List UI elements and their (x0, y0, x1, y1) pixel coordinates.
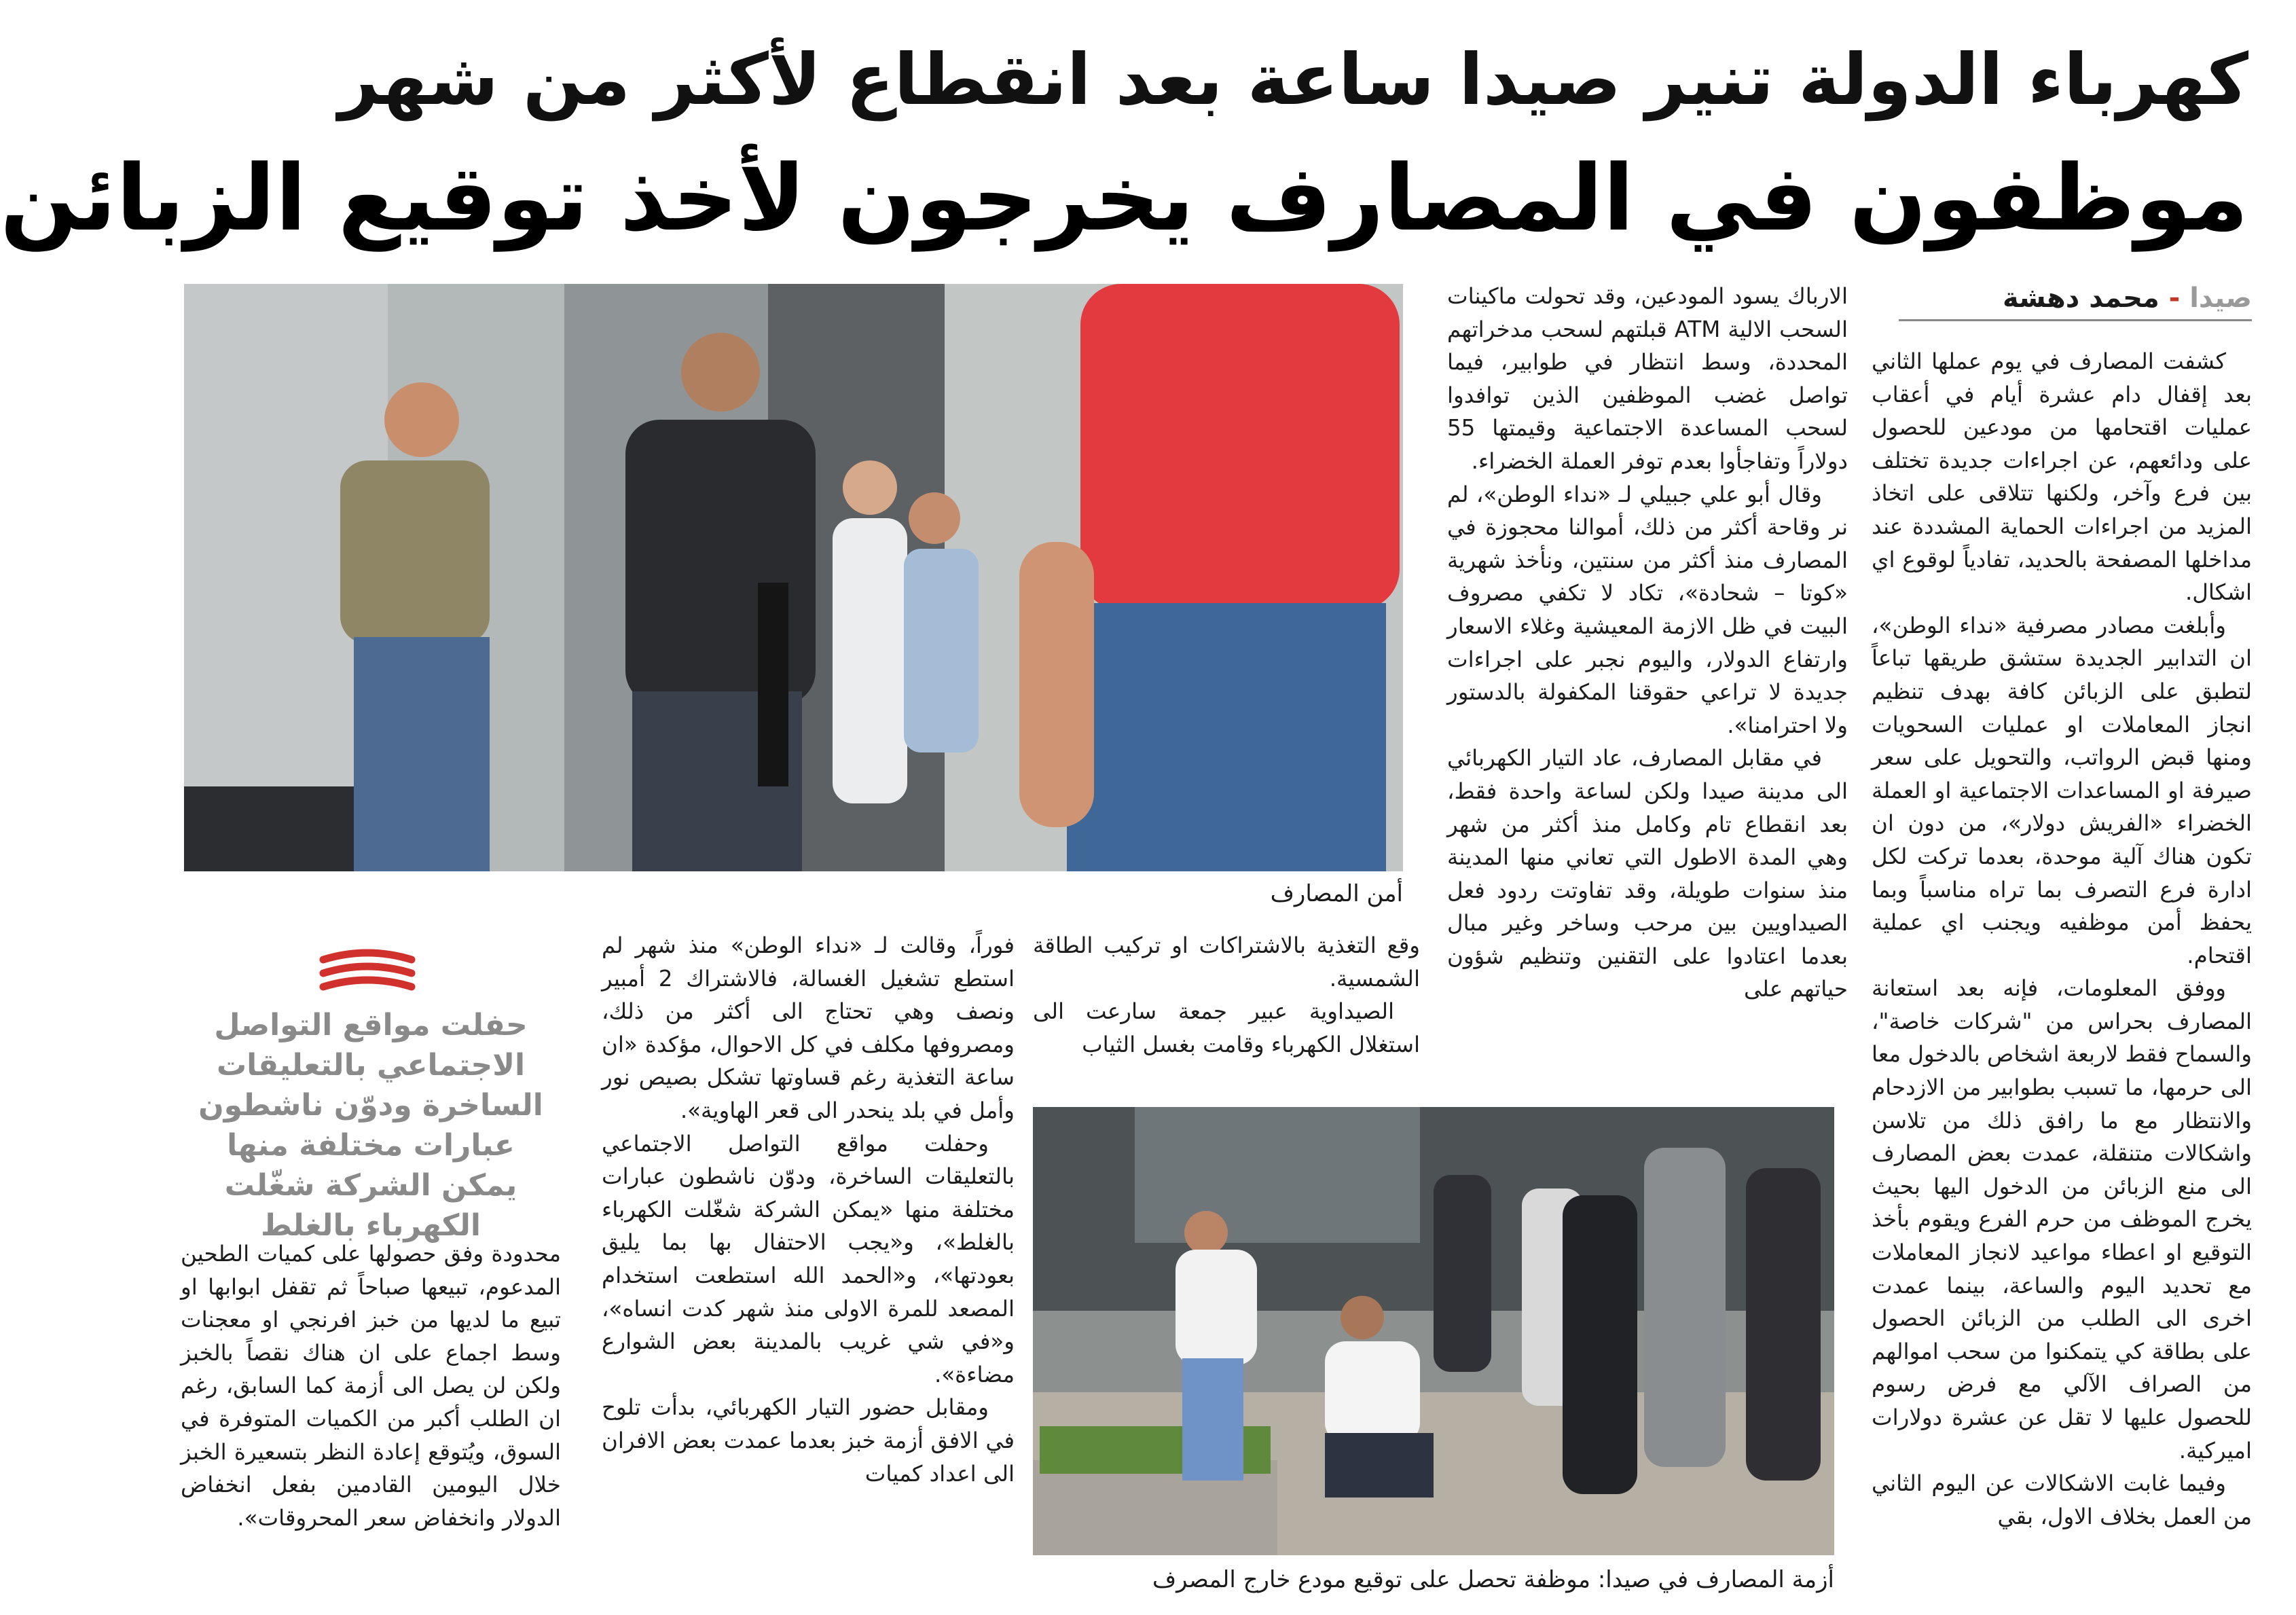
paragraph: وقال أبو علي جبيلي لـ «نداء الوطن»، لم نر وقاحة أكثر من ذلك، أموالنا محجوزة في المصارف منذ أكثر من سنتين، ونأخذ شهرية «كوتا – شحادة»، تكاد لا تكفي مصروف البيت في ظل الازمة المعيشية وغلاء الاسعار وارتفاع الدولار، واليوم نجبر على اجراءات جديدة لا تراعي حقوقنا المكفولة بالدستور ولا احترامنا». (1447, 481, 1848, 738)
paragraph: كشفت المصارف في يوم عملها الثاني بعد إقفال دام عشرة أيام في أعقاب عمليات اقتحامها من مودعين للحصول على ودائعهم، عن اجراءات جديدة تختلف بين فرع وآخر، ولكنها تتلاقى على اتخاذ المزيد من اجراءات الحماية المشددة عند مداخلها المصفحة بالحديد، تفادياً لوقوع اي اشكال. (1872, 348, 2252, 606)
paragraph: وقع التغذية بالاشتراكات او تركيب الطاقة الشمسية. (1033, 932, 1420, 992)
byline-author: محمد دهشة (2003, 283, 2160, 314)
street-signature-illustration (1033, 1107, 1834, 1555)
article-column-4 (602, 929, 1015, 1599)
photo-bank-signature (1033, 1107, 1834, 1555)
article-column-5 (181, 1237, 561, 1599)
paragraph: في مقابل المصارف، عاد التيار الكهربائي الى مدينة صيدا ولكن لساعة واحدة فقط، بعد انقطاع تام وكامل منذ أكثر من شهر وهي المدة الاطول التي تعاني منها المدينة منذ سنوات طويلة، وقد تفاوتت ردود فعل الصيداويين بين مرحب وساخر وغير مبال بعدما اعتادوا على التقنين وتنظيم شؤون حياتهم على (1447, 745, 1848, 1002)
paragraph: الارباك يسود المودعين، وقد تحولت ماكينات السحب الالية ATM قبلتهم لسحب مدخراتهم المحددة، وسط انتظار في طوابير، فيما تواصل غضب الموظفين الذين توافدوا لسحب المساعدة الاجتماعية وقيمتها 55 دولاراً وتفاجأوا بعدم توفر العملة الخضراء. (1447, 283, 1848, 474)
bank-security-illustration (184, 284, 1403, 871)
byline-city: صيدا (2189, 283, 2252, 314)
paragraph: ومقابل حضور التيار الكهربائي، بدأت تلوح في الافق أزمة خبز بعدما عمدت بعض الافران الى اعداد كميات (602, 1394, 1015, 1487)
kicker-headline: كهرباء الدولة تنير صيدا ساعة بعد انقطاع لأكثر من شهر (338, 38, 2248, 121)
photo-caption-top: أمن المصارف (1270, 880, 1403, 907)
pull-quote: حفلت مواقع التواصل الاجتماعي بالتعليقات الساخرة ودوّن ناشطون عبارات مختلفة منها يمكن الشركة شغّلت الكهرباء بالغلط (198, 1008, 543, 1243)
paragraph: وحفلت مواقع التواصل الاجتماعي بالتعليقات الساخرة، ودوّن ناشطون عبارات مختلفة منها «يمكن الشركة شغّلت الكهرباء بالغلط»، و«يجب الاحتفال بها بما يليق بعودتها»، و«الحمد الله استطعت استخدام المصعد للمرة الاولى منذ شهر كدت انساه»، و«في شي غريب بالمدينة بعض الشوارع مضاءة». (602, 1130, 1015, 1387)
byline (1899, 277, 2252, 321)
main-headline: موظفون في المصارف يخرجون لأخذ توقيع الزبائن (0, 145, 2248, 251)
photo-caption-bottom: أزمة المصارف في صيدا: موظفة تحصل على توقيع مودع خارج المصرف (1152, 1566, 1834, 1593)
paragraph: وأبلغت مصادر مصرفية «نداء الوطن»، ان التدابير الجديدة ستشق طريقها تباعاً لتطبق على الزبائن كافة بهدف تنظيم انجاز المعاملات او عمليات السحويات ومنها قبض الرواتب، والتحويل على سعر صيرفة او المساعدات الاجتماعية او العملة الخضراء «الفريش دولار»، من دون ان تكون هناك آلية موحدة، بعدما تركت لكل ادارة فرع التصرف بما تراه مناسباً وبما يحفظ أمن موظفيه ويجنب اي عملية اقتحام. (1872, 612, 2252, 968)
paragraph: محدودة وفق حصولها على كميات الطحين المدعوم، تبيعها صباحاً ثم تقفل ابوابها او تبيع ما لديها من خبز افرنجي او معجنات وسط اجماع على ان هناك نقصاً بالخبز ولكن لن يصل الى أزمة كما السابق، رغم ان الطلب أكبر من الكميات المتوفرة في السوق، ويُتوقع إعادة النظر بتسعيرة الخبز خلال اليومين القادمين بفعل انخفاض الدولار وانخفاض سعر المحروقات». (181, 1241, 561, 1531)
article-column-1 (1872, 345, 2252, 1599)
paragraph: فوراً، وقالت لـ «نداء الوطن» منذ شهر لم استطع تشغيل الغسالة، فالاشتراك 2 أمبير ونصف وهي تحتاج الى أكثر من ذلك، ومصروفها مكلف في كل الاحوال، مؤكدة «ان ساعة التغذية رغم قساوتها تشكل بصيص نور وأمل في بلد ينحدر الى قعر الهاوية». (602, 932, 1015, 1123)
photo-bank-security (184, 284, 1403, 871)
article-column-3 (1033, 929, 1420, 1065)
red-wave-icon (320, 947, 415, 995)
paragraph: وفيما غابت الاشكالات عن اليوم الثاني من العمل بخلاف الاول، بقي (1872, 1470, 2252, 1529)
paragraph: الصيداوية عبير جمعة سارعت الى استغلال الكهرباء وقامت بغسل الثياب (1033, 998, 1420, 1057)
paragraph: ووفق المعلومات، فإنه بعد استعانة المصارف بحراس من "شركات خاصة"، والسماح فقط لاربعة اشخاص بالدخول معا الى حرمها، ما تسبب بطوابير من الازدحام والانتظار مع ما رافق ذلك من تلاسن واشكالات متنقلة، عمدت بعض المصارف الى منع الزبائن من الدخول اليها بحيث يخرج الموظف من حرم الفرع ويقوم بأخذ التوقيع او اعطاء مواعيد لانجاز المعاملات مع تحديد اليوم والساعة، بينما عمدت اخرى الى الطلب من الزبائن الحصول على بطاقة كي يتمكنوا من سحب اموالهم من الصراف الآلي مع فرض رسوم للحصول عليها لا تقل عن عشرة دولارات اميركية. (1872, 975, 2252, 1464)
byline-separator: - (2168, 283, 2181, 314)
article-column-2 (1447, 280, 1848, 1047)
